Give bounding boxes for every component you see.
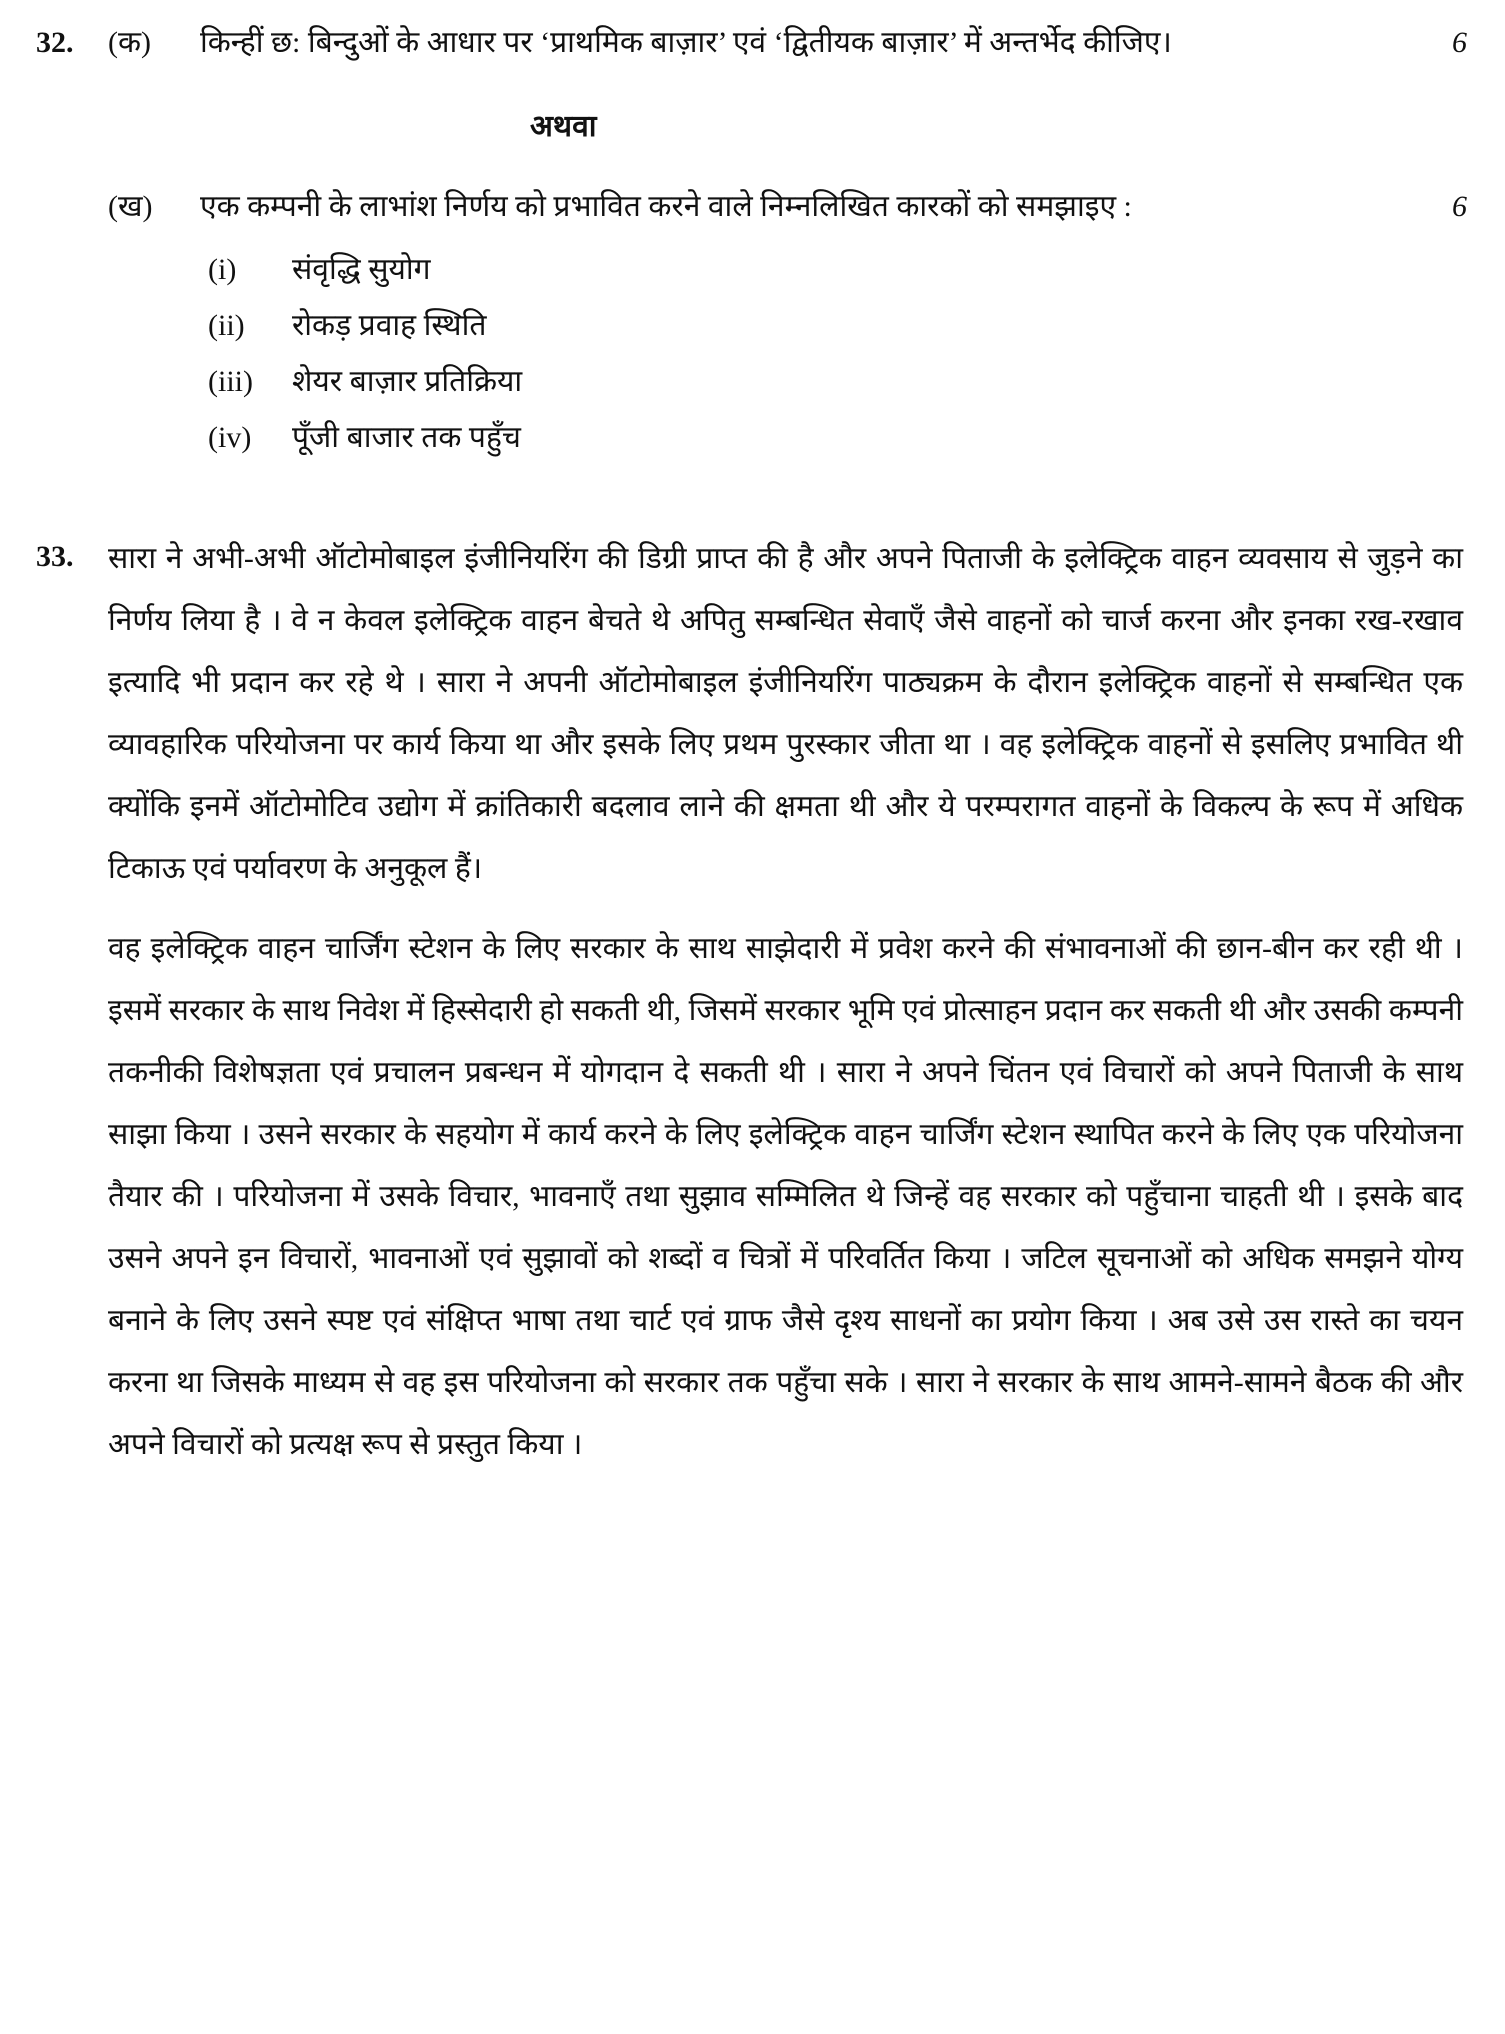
sub-item-iii-text: शेयर बाज़ार प्रतिक्रिया xyxy=(292,365,523,398)
sub-item-i xyxy=(200,242,1467,298)
sub-item-iv-marker: (iv) xyxy=(208,421,252,454)
question-32-part-b-marks: 6 xyxy=(1452,190,1467,223)
question-32-number: 32. xyxy=(36,26,74,59)
question-32-block xyxy=(30,14,1467,466)
question-33-number: 33. xyxy=(36,540,74,573)
question-32-part-b-sub-list xyxy=(200,242,1467,466)
question-33-row xyxy=(30,528,1467,900)
question-32-part-a-label: (क) xyxy=(108,26,152,59)
question-33-paragraph-2-row xyxy=(30,918,1467,1476)
question-32-part-b-row xyxy=(30,178,1467,236)
sub-item-i-marker: (i) xyxy=(208,253,237,286)
question-32-or-label: अथवा xyxy=(530,110,597,143)
paragraph-gap xyxy=(30,900,1467,918)
question-32-part-b-text: एक कम्पनी के लाभांश निर्णय को प्रभावित करने वाले निम्नलिखित कारकों को समझाइए : xyxy=(200,190,1132,223)
sub-item-ii-marker: (ii) xyxy=(208,309,245,342)
question-32-part-a-marks: 6 xyxy=(1452,26,1467,59)
sub-item-iii-marker: (iii) xyxy=(208,365,253,398)
sub-item-iv-text: पूँजी बाजार तक पहुँच xyxy=(292,421,521,454)
sub-item-ii-text: रोकड़ प्रवाह स्थिति xyxy=(292,309,487,342)
sub-item-iv xyxy=(200,410,1467,466)
section-gap xyxy=(30,466,1467,528)
question-33-block xyxy=(30,528,1467,1476)
question-33-paragraph-2: वह इलेक्ट्रिक वाहन चार्जिंग स्टेशन के लिए सरकार के साथ साझेदारी में प्रवेश करने की संभावनाओं की छान-बीन कर रही थी । इसमें सरकार के साथ निवेश में हिस्सेदारी हो सकती थी, जिसमें सरकार भूमि एवं प्रोत्साहन प्रदान कर सकती थी और उसकी कम्पनी तकनीकी विशेषज्ञता एवं प्रचालन प्रबन्धन में योगदान दे सकती थी । सारा ने अपने चिंतन एवं विचारों को अपने पिताजी के साथ साझा किया । उसने सरकार के सहयोग में कार्य करने के लिए इलेक्ट्रिक वाहन चार्जिंग स्टेशन स्थापित करने के लिए एक परियोजना तैयार की । परियोजना में उसके विचार, भावनाएँ तथा सुझाव सम्मिलित थे जिन्हें वह सरकार को पहुँचाना चाहती थी । इसके बाद उसने अपने इन विचारों, भावनाओं एवं सुझावों को शब्दों व चित्रों में परिवर्तित किया । जटिल सूचनाओं को अधिक समझने योग्य बनाने के लिए उसने स्पष्ट एवं संक्षिप्त भाषा तथा चार्ट एवं ग्राफ जैसे दृश्य साधनों का प्रयोग किया । अब उसे उस रास्ते का चयन करना था जिसके माध्यम से वह इस परियोजना को सरकार तक पहुँचा सके । सारा ने सरकार के साथ आमने-सामने बैठक की और अपने विचारों को प्रत्यक्ष रूप से प्रस्तुत किया । xyxy=(108,932,1464,1461)
question-32-part-a-text: किन्हीं छ: बिन्दुओं के आधार पर ‘प्राथमिक बाज़ार’ एवं ‘द्वितीयक बाज़ार’ में अन्तर्भेद कीजिए। xyxy=(200,26,1172,59)
question-33-paragraph-1: सारा ने अभी-अभी ऑटोमोबाइल इंजीनियरिंग की डिग्री प्राप्त की है और अपने पिताजी के इलेक्ट्रिक वाहन व्यवसाय से जुड़ने का निर्णय लिया है । वे न केवल इलेक्ट्रिक वाहन बेचते थे अपितु सम्बन्धित सेवाएँ जैसे वाहनों को चार्ज करना और इनका रख-रखाव इत्यादि भी प्रदान कर रहे थे । सारा ने अपनी ऑटोमोबाइल इंजीनियरिंग पाठ्यक्रम के दौरान इलेक्ट्रिक वाहनों से सम्बन्धित एक व्यावहारिक परियोजना पर कार्य किया था और इसके लिए प्रथम पुरस्कार जीता था । वह इलेक्ट्रिक वाहनों से इसलिए प्रभावित थी क्योंकि इनमें ऑटोमोटिव उद्योग में क्रांतिकारी बदलाव लाने की क्षमता थी और ये परम्परागत वाहनों के विकल्प के रूप में अधिक टिकाऊ एवं पर्यावरण के अनुकूल हैं। xyxy=(108,542,1463,885)
sub-item-i-text: संवृद्धि सुयोग xyxy=(292,253,431,286)
sub-item-iii xyxy=(200,354,1467,410)
sub-item-ii xyxy=(200,298,1467,354)
question-32-part-a-row xyxy=(30,14,1467,72)
question-32-part-b-label: (ख) xyxy=(108,190,153,223)
